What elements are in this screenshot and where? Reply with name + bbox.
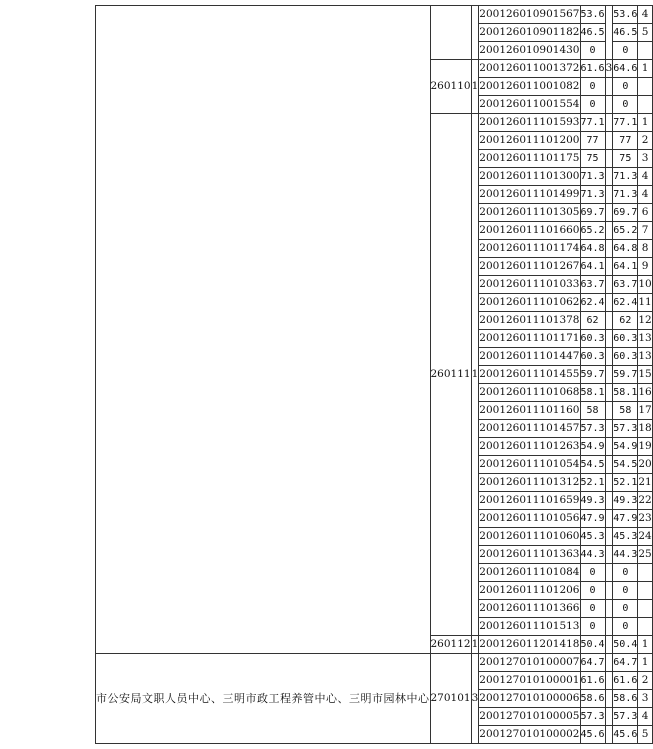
rank-cell: 9 <box>638 258 652 276</box>
rank-cell: 18 <box>638 420 652 438</box>
rank-cell: 4 <box>638 6 652 24</box>
written-score-cell: 45.3 <box>580 528 605 546</box>
rank-cell: 4 <box>638 708 652 726</box>
written-score-cell: 46.5 <box>580 24 605 42</box>
rank-cell: 4 <box>638 186 652 204</box>
ticket-number-cell: 200127010100001 <box>479 672 580 690</box>
ticket-number-cell: 200126011101378 <box>479 312 580 330</box>
bonus-points-cell <box>605 204 613 222</box>
ticket-number-cell: 200126011201418 <box>479 636 580 654</box>
ticket-number-cell: 200126011101300 <box>479 168 580 186</box>
position-code-cell: 260111 <box>430 114 471 636</box>
bonus-points-cell <box>605 474 613 492</box>
ticket-number-cell: 200126010901430 <box>479 42 580 60</box>
table-row <box>96 654 653 672</box>
ticket-number-cell: 200126011101593 <box>479 114 580 132</box>
total-score-cell: 62 <box>613 312 638 330</box>
bonus-points-cell <box>605 510 613 528</box>
written-score-cell: 64.1 <box>580 258 605 276</box>
rank-cell: 23 <box>638 510 652 528</box>
ticket-number-cell: 200126011101366 <box>479 600 580 618</box>
total-score-cell: 75 <box>613 150 638 168</box>
written-score-cell: 44.3 <box>580 546 605 564</box>
total-score-cell: 58.6 <box>613 690 638 708</box>
bonus-points-cell <box>605 6 613 60</box>
written-score-cell: 58 <box>580 402 605 420</box>
total-score-cell: 57.3 <box>613 708 638 726</box>
rank-cell: 15 <box>638 366 652 384</box>
bonus-points-cell <box>605 96 613 114</box>
written-score-cell: 57.3 <box>580 420 605 438</box>
rank-cell: 3 <box>638 690 652 708</box>
ticket-number-cell: 200126011101513 <box>479 618 580 636</box>
rank-cell: 13 <box>638 330 652 348</box>
bonus-points-cell <box>605 258 613 276</box>
rank-cell: 21 <box>638 474 652 492</box>
bonus-points-cell <box>605 78 613 96</box>
written-score-cell: 0 <box>580 564 605 582</box>
ticket-number-cell: 200126010901182 <box>479 24 580 42</box>
total-score-cell: 62.4 <box>613 294 638 312</box>
rank-cell: 1 <box>638 114 652 132</box>
rank-cell: 6 <box>638 204 652 222</box>
written-score-cell: 57.3 <box>580 708 605 726</box>
bonus-points-cell <box>605 150 613 168</box>
ticket-number-cell: 200126011101267 <box>479 258 580 276</box>
written-score-cell: 75 <box>580 150 605 168</box>
rank-cell: 20 <box>638 456 652 474</box>
written-score-cell: 77 <box>580 132 605 150</box>
rank-cell: 5 <box>638 24 652 42</box>
bonus-points-cell <box>605 132 613 150</box>
bonus-points-cell <box>605 348 613 366</box>
rank-cell <box>638 96 652 114</box>
rank-cell: 4 <box>638 168 652 186</box>
ticket-number-cell: 200127010100005 <box>479 708 580 726</box>
ticket-number-cell: 200126011101206 <box>479 582 580 600</box>
plan-count-cell: 1 <box>471 114 479 636</box>
total-score-cell: 0 <box>613 42 638 60</box>
position-code-cell: 270101 <box>430 654 471 744</box>
ticket-number-cell: 200126011101175 <box>479 150 580 168</box>
total-score-cell: 65.2 <box>613 222 638 240</box>
total-score-cell: 71.3 <box>613 186 638 204</box>
total-score-cell: 58 <box>613 402 638 420</box>
rank-cell: 10 <box>638 276 652 294</box>
rank-cell: 8 <box>638 240 652 258</box>
bonus-points-cell <box>605 708 613 726</box>
bonus-points-cell <box>605 186 613 204</box>
bonus-points-cell <box>605 654 613 672</box>
bonus-points-cell <box>605 564 613 582</box>
written-score-cell: 47.9 <box>580 510 605 528</box>
rank-cell: 1 <box>638 654 652 672</box>
ticket-number-cell: 200126011001372 <box>479 60 580 78</box>
ticket-number-cell: 200126011101263 <box>479 438 580 456</box>
written-score-cell: 54.5 <box>580 456 605 474</box>
total-score-cell: 0 <box>613 618 638 636</box>
unit-name-cell: 市公安局文职人员中心、三明市政工程养管中心、三明市园林中心 <box>96 654 431 744</box>
written-score-cell: 63.7 <box>580 276 605 294</box>
ticket-number-cell: 200126011101305 <box>479 204 580 222</box>
ticket-number-cell: 200126011101174 <box>479 240 580 258</box>
bonus-points-cell <box>605 330 613 348</box>
total-score-cell: 63.7 <box>613 276 638 294</box>
total-score-cell: 0 <box>613 582 638 600</box>
ticket-number-cell: 200127010100007 <box>479 654 580 672</box>
written-score-cell: 0 <box>580 618 605 636</box>
bonus-points-cell <box>605 582 613 600</box>
rank-cell: 5 <box>638 726 652 744</box>
written-score-cell: 49.3 <box>580 492 605 510</box>
bonus-points-cell <box>605 438 613 456</box>
bonus-points-cell <box>605 492 613 510</box>
written-score-cell: 52.1 <box>580 474 605 492</box>
written-score-cell: 61.6 <box>580 672 605 690</box>
written-score-cell: 65.2 <box>580 222 605 240</box>
total-score-cell: 44.3 <box>613 546 638 564</box>
plan-count-cell <box>471 6 479 60</box>
total-score-cell: 69.7 <box>613 204 638 222</box>
ticket-number-cell: 200126011101457 <box>479 420 580 438</box>
written-score-cell: 0 <box>580 42 605 60</box>
written-score-cell: 53.6 <box>580 6 605 24</box>
rank-cell: 1 <box>638 60 652 78</box>
bonus-points-cell <box>605 618 613 636</box>
total-score-cell: 64.6 <box>613 60 638 78</box>
rank-cell: 16 <box>638 384 652 402</box>
total-score-cell: 52.1 <box>613 474 638 492</box>
bonus-points-cell <box>605 456 613 474</box>
total-score-cell: 0 <box>613 600 638 618</box>
total-score-cell: 0 <box>613 564 638 582</box>
ticket-number-cell: 200127010100006 <box>479 690 580 708</box>
bonus-points-cell <box>605 528 613 546</box>
written-score-cell: 62.4 <box>580 294 605 312</box>
written-score-cell: 61.6 <box>580 60 605 78</box>
rank-cell: 24 <box>638 528 652 546</box>
bonus-points-cell <box>605 672 613 690</box>
bonus-points-cell <box>605 690 613 708</box>
total-score-cell: 54.9 <box>613 438 638 456</box>
total-score-cell: 59.7 <box>613 366 638 384</box>
plan-count-cell: 3 <box>471 654 479 744</box>
total-score-cell: 58.1 <box>613 384 638 402</box>
total-score-cell: 46.5 <box>613 24 638 42</box>
ticket-number-cell: 200126011101033 <box>479 276 580 294</box>
written-score-cell: 60.3 <box>580 348 605 366</box>
ticket-number-cell: 200126011101200 <box>479 132 580 150</box>
total-score-cell: 45.3 <box>613 528 638 546</box>
written-score-cell: 58.1 <box>580 384 605 402</box>
total-score-cell: 61.6 <box>613 672 638 690</box>
ticket-number-cell: 200127010100002 <box>479 726 580 744</box>
bonus-points-cell <box>605 114 613 132</box>
score-table-body <box>96 6 653 744</box>
total-score-cell: 45.6 <box>613 726 638 744</box>
ticket-number-cell: 200126011101660 <box>479 222 580 240</box>
written-score-cell: 77.1 <box>580 114 605 132</box>
bonus-points-cell <box>605 294 613 312</box>
ticket-number-cell: 200126010901567 <box>479 6 580 24</box>
table-row <box>96 6 653 24</box>
ticket-number-cell: 200126011101312 <box>479 474 580 492</box>
bonus-points-cell <box>605 222 613 240</box>
bonus-points-cell <box>605 366 613 384</box>
position-code-cell: 260110 <box>430 60 471 114</box>
ticket-number-cell: 200126011101455 <box>479 366 580 384</box>
bonus-points-cell: 3 <box>605 60 613 78</box>
ticket-number-cell: 200126011101363 <box>479 546 580 564</box>
written-score-cell: 50.4 <box>580 636 605 654</box>
unit-cell-previous <box>96 6 431 654</box>
written-score-cell: 64.8 <box>580 240 605 258</box>
bonus-points-cell <box>605 420 613 438</box>
written-score-cell: 0 <box>580 78 605 96</box>
position-code-cell: 260112 <box>430 636 471 654</box>
rank-cell: 2 <box>638 132 652 150</box>
plan-count-cell: 1 <box>471 636 479 654</box>
ticket-number-cell: 200126011101084 <box>479 564 580 582</box>
total-score-cell: 77 <box>613 132 638 150</box>
total-score-cell: 53.6 <box>613 6 638 24</box>
written-score-cell: 0 <box>580 582 605 600</box>
written-score-cell: 58.6 <box>580 690 605 708</box>
bonus-points-cell <box>605 240 613 258</box>
ticket-number-cell: 200126011001554 <box>479 96 580 114</box>
ticket-number-cell: 200126011101062 <box>479 294 580 312</box>
written-score-cell: 54.9 <box>580 438 605 456</box>
total-score-cell: 0 <box>613 78 638 96</box>
total-score-cell: 64.7 <box>613 654 638 672</box>
total-score-cell: 54.5 <box>613 456 638 474</box>
written-score-cell: 59.7 <box>580 366 605 384</box>
written-score-cell: 71.3 <box>580 186 605 204</box>
rank-cell: 12 <box>638 312 652 330</box>
rank-cell: 3 <box>638 150 652 168</box>
written-score-cell: 64.7 <box>580 654 605 672</box>
total-score-cell: 57.3 <box>613 420 638 438</box>
plan-count-cell: 1 <box>471 60 479 114</box>
rank-cell: 19 <box>638 438 652 456</box>
rank-cell: 13 <box>638 348 652 366</box>
rank-cell: 22 <box>638 492 652 510</box>
rank-cell: 11 <box>638 294 652 312</box>
ticket-number-cell: 200126011101054 <box>479 456 580 474</box>
bonus-points-cell <box>605 546 613 564</box>
total-score-cell: 50.4 <box>613 636 638 654</box>
rank-cell: 1 <box>638 636 652 654</box>
total-score-cell: 0 <box>613 96 638 114</box>
position-code-cell <box>430 6 471 60</box>
total-score-cell: 47.9 <box>613 510 638 528</box>
bonus-points-cell <box>605 384 613 402</box>
total-score-cell: 60.3 <box>613 348 638 366</box>
written-score-cell: 0 <box>580 600 605 618</box>
rank-cell: 17 <box>638 402 652 420</box>
total-score-cell: 71.3 <box>613 168 638 186</box>
rank-cell: 25 <box>638 546 652 564</box>
bonus-points-cell <box>605 600 613 618</box>
rank-cell <box>638 618 652 636</box>
rank-cell <box>638 78 652 96</box>
written-score-cell: 69.7 <box>580 204 605 222</box>
total-score-cell: 49.3 <box>613 492 638 510</box>
total-score-cell: 60.3 <box>613 330 638 348</box>
ticket-number-cell: 200126011001082 <box>479 78 580 96</box>
rank-cell <box>638 564 652 582</box>
ticket-number-cell: 200126011101171 <box>479 330 580 348</box>
total-score-cell: 64.1 <box>613 258 638 276</box>
ticket-number-cell: 200126011101659 <box>479 492 580 510</box>
rank-cell: 2 <box>638 672 652 690</box>
bonus-points-cell <box>605 726 613 744</box>
written-score-cell: 45.6 <box>580 726 605 744</box>
ticket-number-cell: 200126011101160 <box>479 402 580 420</box>
rank-cell <box>638 600 652 618</box>
ticket-number-cell: 200126011101499 <box>479 186 580 204</box>
total-score-cell: 64.8 <box>613 240 638 258</box>
bonus-points-cell <box>605 276 613 294</box>
rank-cell: 7 <box>638 222 652 240</box>
written-score-cell: 0 <box>580 96 605 114</box>
written-score-cell: 62 <box>580 312 605 330</box>
rank-cell <box>638 42 652 60</box>
rank-cell <box>638 582 652 600</box>
total-score-cell: 77.1 <box>613 114 638 132</box>
score-table <box>95 5 653 744</box>
bonus-points-cell <box>605 312 613 330</box>
ticket-number-cell: 200126011101068 <box>479 384 580 402</box>
ticket-number-cell: 200126011101060 <box>479 528 580 546</box>
written-score-cell: 71.3 <box>580 168 605 186</box>
bonus-points-cell <box>605 168 613 186</box>
bonus-points-cell <box>605 402 613 420</box>
ticket-number-cell: 200126011101447 <box>479 348 580 366</box>
written-score-cell: 60.3 <box>580 330 605 348</box>
bonus-points-cell <box>605 636 613 654</box>
ticket-number-cell: 200126011101056 <box>479 510 580 528</box>
